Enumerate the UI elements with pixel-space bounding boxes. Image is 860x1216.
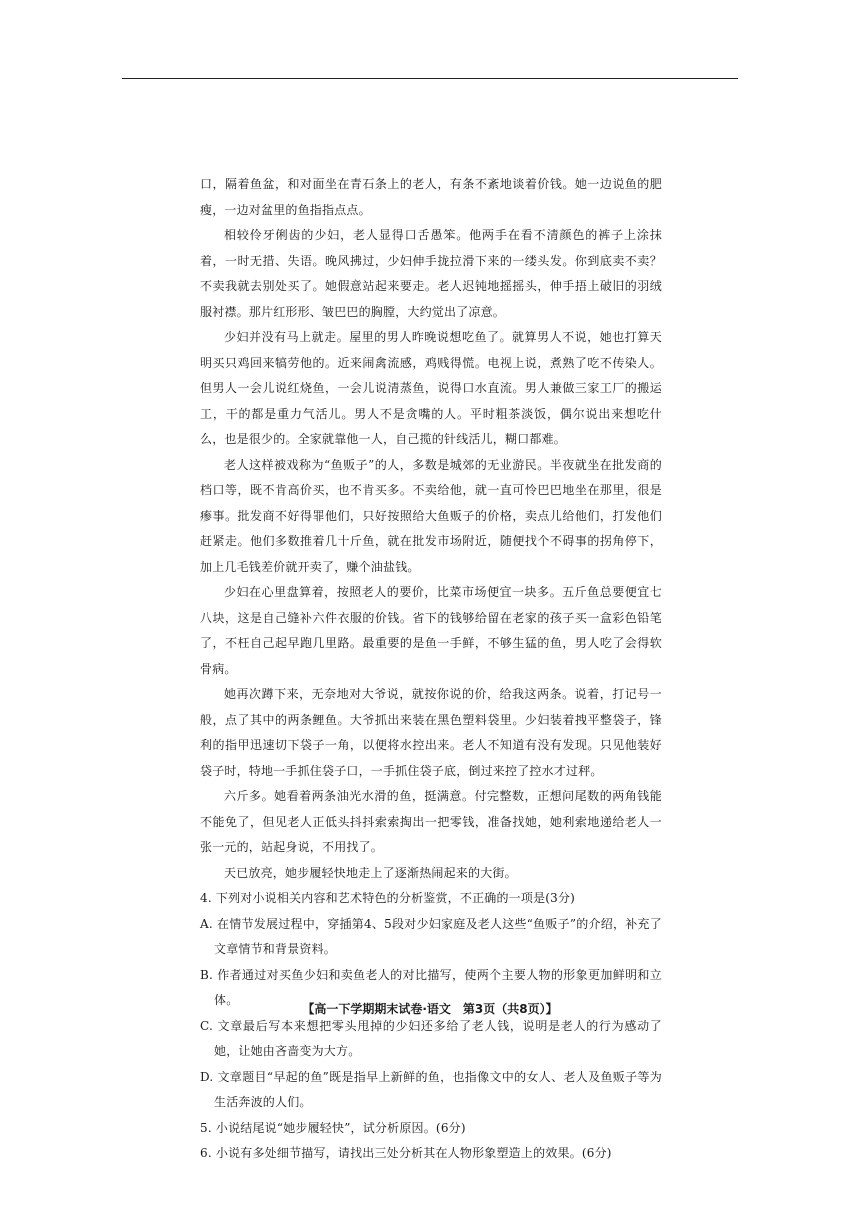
story-paragraph: 天已放亮，她步履轻快地走上了逐渐热闹起来的大街。 [224,865,517,880]
page-content [200,172,662,1167]
option-c: C. 文章最后写本来想把零头甩掉的少妇还多给了老人钱，说明是老人的行为感动了她，让她由吝啬变为大方。 [200,1018,662,1058]
page-footer: 【高一下学期期末试卷·语文 第3页（共8页）】 [302,1002,558,1016]
story-paragraph: 口，隔着鱼盆，和对面坐在青石条上的老人，有条不紊地谈着价钱。她一边说鱼的肥瘦，一边对盆里的鱼指指点点。 [200,177,662,217]
story-paragraph: 少妇并没有马上就走。屋里的男人昨晚说想吃鱼了。就算男人不说，她也打算天明买只鸡回来犒劳他的。近来闹禽流感，鸡贱得慌。电视上说，煮熟了吃不传染人。但男人一会儿说红烧鱼，一会儿说清蒸鱼，说得口水直流。男人兼做三家工厂的搬运工，干的都是重力气活儿。男人不是贪嘴的人。平时粗茶淡饭，偶尔说出来想吃什么，也是很少的。全家就靠他一人，自己揽的针线活儿，糊口都难。 [200,330,662,446]
story-paragraph: 老人这样被戏称为“鱼贩子”的人，多数是城郊的无业游民。半夜就坐在批发商的档口等，既不肯高价买，也不肯买多。不卖给他，就一直可怜巴巴地坐在那里，很是瘆事。批发商不好得罪他们，只好按照给大鱼贩子的价格，卖点儿给他们，打发他们赶紧走。他们多数推着几十斤鱼，就在批发市场附近，随便找个不碍事的拐角停下，加上几毛钱差价就开卖了，赚个油盐钱。 [200,457,662,574]
story-paragraph: 六斤多。她看着两条油光水滑的鱼，挺满意。付完整数，正想问尾数的两角钱能不能免了，但见老人正低头抖抖索索掏出一把零钱，准备找她，她利索地递给老人一张一元的，站起身说，不用找了。 [200,789,662,854]
story-paragraph: 她再次蹲下来，无奈地对大爷说，就按你说的价，给我这两条。说着，打记号一般，点了其中的两条鲤鱼。大爷抓出来装在黑色塑料袋里。少妇装着拽平整袋子，锋利的指甲迅速切下袋子一角，以便将水控出来。老人不知道有没有发现。只见他装好袋子时，特地一手抓住袋子口，一手抓住袋子底，倒过来控了控水才过秤。 [200,687,662,778]
option-b: B. 作者通过对买鱼少妇和卖鱼老人的对比描写，使两个主要人物的形象更加鲜明和立体。 [200,967,662,1007]
story-paragraph: 相较伶牙俐齿的少妇，老人显得口舌愚笨。他两手在看不清颜色的裤子上涂抹着，一时无措、失语。晚风拂过，少妇伸手拢拉滑下来的一缕头发。你到底卖不卖？不卖我就去别处买了。她假意站起来要走。老人迟钝地摇摇头，伸手捂上破旧的羽绒服衬襟。那片红形形、皱巴巴的胸膛，大约觉出了凉意。 [200,228,662,319]
story-paragraph: 少妇在心里盘算着，按照老人的要价，比菜市场便宜一块多。五斤鱼总要便宜七八块，这是自己缝补六件衣服的价钱。省下的钱够给留在老家的孩子买一盒彩色铅笔了，不枉自己起早跑几里路。最重要的是鱼一手鲜，不够生猛的鱼，男人吃了会得软骨病。 [200,585,662,676]
header-rule [122,78,738,79]
question-5: 5. 小说结尾说“她步履轻快”，试分析原因。(6分) [200,1120,466,1135]
option-d: D. 文章题目“早起的鱼”既是指早上新鲜的鱼，也指像文中的女人、老人及鱼贩子等为生活奔波的人们。 [200,1069,662,1109]
question-6: 6. 小说有多处细节描写，请找出三处分析其在人物形象塑造上的效果。(6分) [200,1146,612,1160]
question-stem: 4. 下列对小说相关内容和艺术特色的分析鉴赏，不正确的一项是(3分) [200,891,576,905]
option-a: A. 在情节发展过程中，穿插第4、5段对少妇家庭及老人这些“鱼贩子”的介绍，补充了文章情节和背景资料。 [200,916,662,956]
